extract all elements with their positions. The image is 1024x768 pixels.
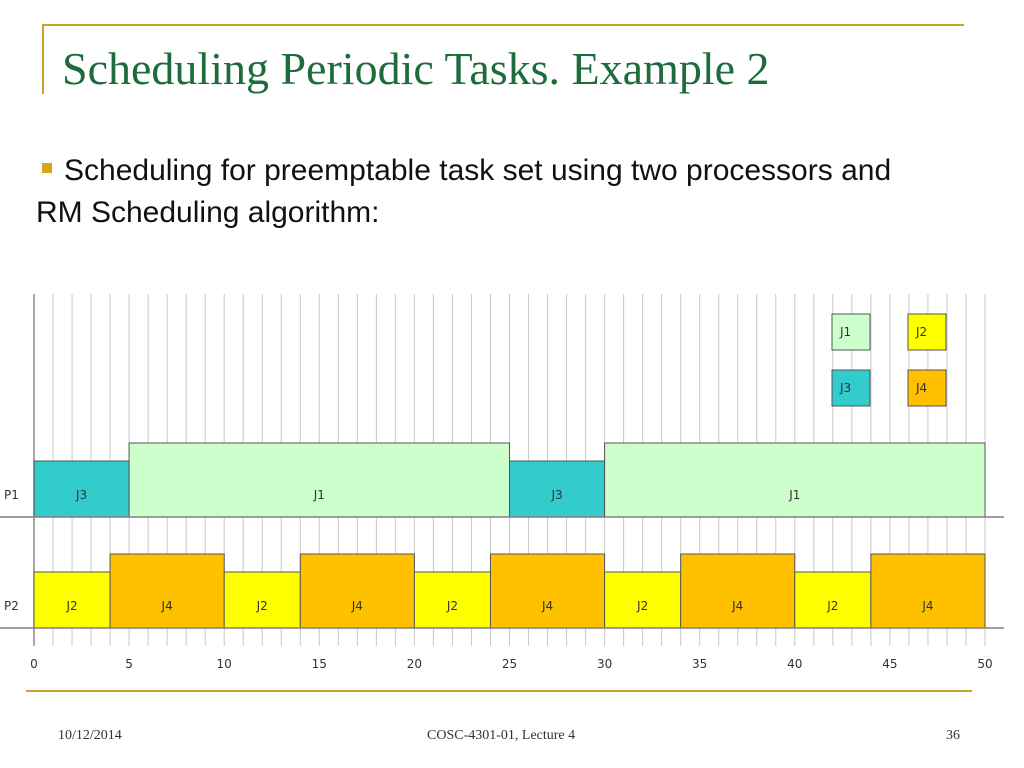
time-tick-label: 0 — [30, 657, 38, 671]
job-bar-label: J1 — [313, 488, 325, 502]
job-bar-label: J2 — [66, 599, 78, 613]
footer-course: COSC-4301-01, Lecture 4 — [427, 728, 576, 743]
title-frame-left-rule — [42, 24, 44, 94]
time-tick-label: 20 — [406, 657, 423, 671]
time-tick-label: 35 — [692, 657, 708, 671]
legend-label: J4 — [916, 381, 928, 395]
schedule-gantt-chart — [0, 288, 1024, 680]
time-tick-label: 15 — [311, 657, 327, 671]
time-tick-label: 10 — [216, 657, 232, 671]
footer-rule — [26, 690, 972, 692]
job-bar-label: J2 — [827, 599, 839, 613]
bullet-point — [36, 150, 936, 234]
job-bar-label: J4 — [541, 599, 554, 613]
job-bar-j4 — [871, 554, 985, 628]
job-bar-j4 — [681, 554, 795, 628]
job-bar-label: J3 — [75, 488, 88, 502]
title-frame-top-rule — [42, 24, 964, 26]
time-tick-label: 50 — [977, 657, 993, 671]
job-bar-j4 — [300, 554, 414, 628]
bullet-square-icon — [42, 163, 52, 173]
time-tick-label: 45 — [882, 657, 898, 671]
job-bar-label: J3 — [551, 488, 563, 502]
job-bar-j4 — [110, 554, 224, 628]
job-bar-label: J2 — [637, 599, 649, 613]
legend-label: J3 — [840, 381, 852, 395]
processor-label: P1 — [4, 488, 19, 502]
job-bar-label: J4 — [351, 599, 363, 613]
job-bar-label: J4 — [732, 599, 744, 613]
job-bar-label: J1 — [789, 488, 801, 502]
job-bar-j4 — [490, 554, 604, 628]
job-bar-j1 — [129, 443, 509, 517]
bullet-text: Scheduling for preemptable task set using two processors and RM Scheduling algorithm: — [36, 154, 892, 229]
legend-label: J2 — [916, 325, 928, 339]
time-tick-label: 40 — [787, 657, 803, 671]
job-bar-label: J4 — [161, 599, 173, 613]
job-bar-j1 — [605, 443, 985, 517]
job-bar-label: J4 — [922, 599, 934, 613]
processor-label: P2 — [4, 599, 19, 613]
time-tick-label: 25 — [501, 657, 518, 671]
legend-label: J1 — [840, 325, 852, 339]
time-tick-label: 5 — [125, 657, 133, 671]
slide-title: Scheduling Periodic Tasks. Example 2 — [62, 43, 770, 94]
footer-page-number: 36 — [946, 728, 960, 743]
job-bar-label: J2 — [446, 599, 459, 613]
job-bar-label: J2 — [256, 599, 268, 613]
time-tick-label: 30 — [596, 657, 613, 671]
footer-date: 10/12/2014 — [58, 728, 122, 743]
